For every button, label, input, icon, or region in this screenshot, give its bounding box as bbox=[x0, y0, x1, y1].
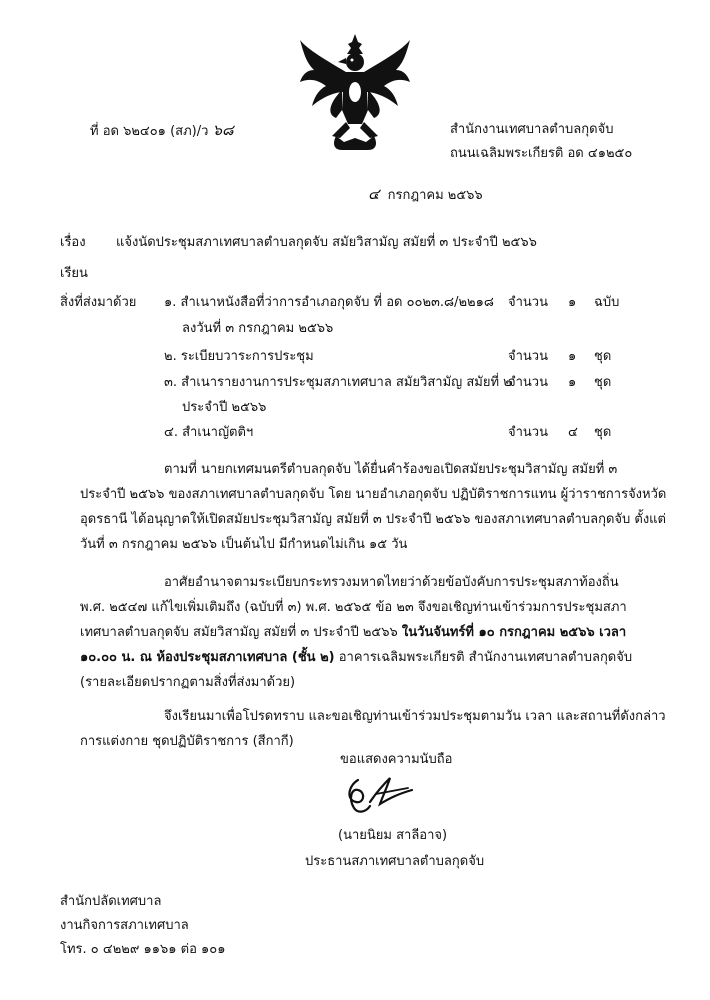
office-address: ถนนเฉลิมพระเกียรติ อด ๔๑๒๕๐ bbox=[450, 146, 633, 161]
signature-icon bbox=[340, 772, 420, 818]
garuda-emblem-icon bbox=[296, 32, 414, 154]
salutation-label: เรียน bbox=[60, 266, 88, 281]
enclosure-item-continued: ประจำปี ๒๕๖๖ bbox=[182, 400, 267, 415]
enclosure-item: ๒. ระเบียบวาระการประชุม bbox=[164, 349, 314, 364]
body-text: อาคารเฉลิมพระเกียรติ สำนักงานเทศบาลตำบลกุดจับ bbox=[334, 650, 633, 665]
handwritten-reference: ๖๘ bbox=[212, 121, 234, 139]
body-paragraph-3-line: การแต่งกาย ชุดปฏิบัติราชการ (สีกากี) bbox=[80, 734, 294, 749]
enclosure-item-continued: ลงวันที่ ๓ กรกฎาคม ๒๕๖๖ bbox=[182, 321, 334, 336]
body-paragraph-1-line: อุดรธานี ได้อนุญาตให้เปิดสมัยประชุมวิสามัญ สมัยที่ ๓ ประจำปี ๒๕๖๖ ของสภาเทศบาลตำบลกุดจับ ตั้งแต่ bbox=[80, 512, 666, 527]
body-paragraph-3-line: จึงเรียนมาเพื่อโปรดทราบ และขอเชิญท่านเข้าร่วมประชุมตามวัน เวลา และสถานที่ดังกล่าว bbox=[164, 709, 666, 724]
enclosure-unit: ชุด bbox=[594, 349, 612, 364]
signatory-name: (นายนิยม สาลีอาจ) bbox=[338, 828, 448, 843]
enclosure-unit: ชุด bbox=[594, 425, 612, 440]
enclosure-unit: ฉบับ bbox=[594, 295, 620, 310]
body-paragraph-1-line: วันที่ ๓ กรกฎาคม ๒๕๖๖ เป็นต้นไป มีกำหนดไม่เกิน ๑๕ วัน bbox=[80, 537, 408, 552]
footer-department: สำนักปลัดเทศบาล bbox=[60, 894, 162, 909]
footer-section: งานกิจการสภาเทศบาล bbox=[60, 918, 189, 933]
footer-phone: โทร. ๐ ๔๒๒๙ ๑๑๖๑ ต่อ ๑๐๑ bbox=[60, 942, 226, 957]
enclosure-qty-label: จำนวน bbox=[508, 425, 548, 440]
closing-salutation: ขอแสดงความนับถือ bbox=[340, 752, 453, 767]
body-paragraph-2-line bbox=[80, 646, 632, 670]
enclosures-label: สิ่งที่ส่งมาด้วย bbox=[60, 295, 137, 310]
body-paragraph-2-line: พ.ศ. ๒๕๔๗ แก้ไขเพิ่มเติมถึง (ฉบับที่ ๓) พ.ศ. ๒๕๖๕ ข้อ ๒๓ จึงขอเชิญท่านเข้าร่วมการประชุมสภา bbox=[80, 600, 627, 615]
enclosure-item: ๔. สำเนาญัตติฯ bbox=[164, 425, 254, 440]
office-name: สำนักงานเทศบาลตำบลกุดจับ bbox=[450, 122, 614, 137]
date-month-year: กรกฎาคม ๒๕๖๖ bbox=[387, 188, 483, 203]
body-paragraph-1-line: ประจำปี ๒๕๖๖ ของสภาเทศบาลตำบลกุดจับ โดย นายอำเภอกุดจับ ปฏิบัติราชการแทน ผู้ว่าราชการจังหวัด bbox=[80, 487, 667, 502]
enclosure-unit: ชุด bbox=[594, 375, 612, 390]
enclosure-qty-label: จำนวน bbox=[508, 375, 548, 390]
subject-label: เรื่อง bbox=[60, 235, 86, 250]
enclosure-item: ๑. สำเนาหนังสือที่ว่าการอำเภอกุดจับ ที่ อด ๐๐๒๓.๘/๒๒๑๘ bbox=[164, 295, 494, 310]
enclosure-item: ๓. สำเนารายงานการประชุมสภาเทศบาล สมัยวิสามัญ สมัยที่ ๒ bbox=[164, 375, 512, 390]
enclosure-qty-label: จำนวน bbox=[508, 349, 548, 364]
date-day: ๔ bbox=[368, 185, 380, 203]
body-paragraph-2-line: อาศัยอำนาจตามระเบียบกระทรวงมหาดไทยว่าด้วยข้อบังคับการประชุมสภาท้องถิ่น bbox=[164, 575, 619, 590]
enclosure-qty: ๑ bbox=[568, 295, 577, 310]
subject-text: แจ้งนัดประชุมสภาเทศบาลตำบลกุดจับ สมัยวิสามัญ สมัยที่ ๓ ประจำปี ๒๕๖๖ bbox=[116, 235, 537, 250]
document-date bbox=[368, 182, 483, 206]
body-paragraph-1-line: ตามที่ นายกเทศมนตรีตำบลกุดจับ ได้ยื่นคำร้องขอเปิดสมัยประชุมวิสามัญ สมัยที่ ๓ bbox=[164, 462, 618, 477]
enclosure-qty: ๑ bbox=[568, 375, 577, 390]
signatory-position: ประธานสภาเทศบาลตำบลกุดจับ bbox=[305, 854, 485, 869]
reference-number bbox=[90, 118, 234, 142]
meeting-date-text: ในวันจันทร์ที่ ๑๐ กรกฎาคม ๒๕๖๖ เวลา bbox=[401, 625, 627, 640]
body-paragraph-2-line bbox=[80, 621, 626, 645]
reference-number-text: ที่ อด ๖๒๔๐๑ (สภ)/ว bbox=[90, 124, 209, 139]
body-paragraph-2-line: (รายละเอียดปรากฏตามสิ่งที่ส่งมาด้วย) bbox=[80, 675, 296, 690]
enclosure-qty-label: จำนวน bbox=[508, 295, 548, 310]
meeting-time-place-text: ๑๐.๐๐ น. ณ ห้องประชุมสภาเทศบาล (ชั้น ๒) bbox=[80, 650, 335, 665]
body-text: เทศบาลตำบลกุดจับ สมัยวิสามัญ สมัยที่ ๓ ประจำปี ๒๕๖๖ bbox=[80, 625, 402, 640]
enclosure-qty: ๑ bbox=[568, 349, 577, 364]
enclosure-qty: ๔ bbox=[568, 425, 578, 440]
